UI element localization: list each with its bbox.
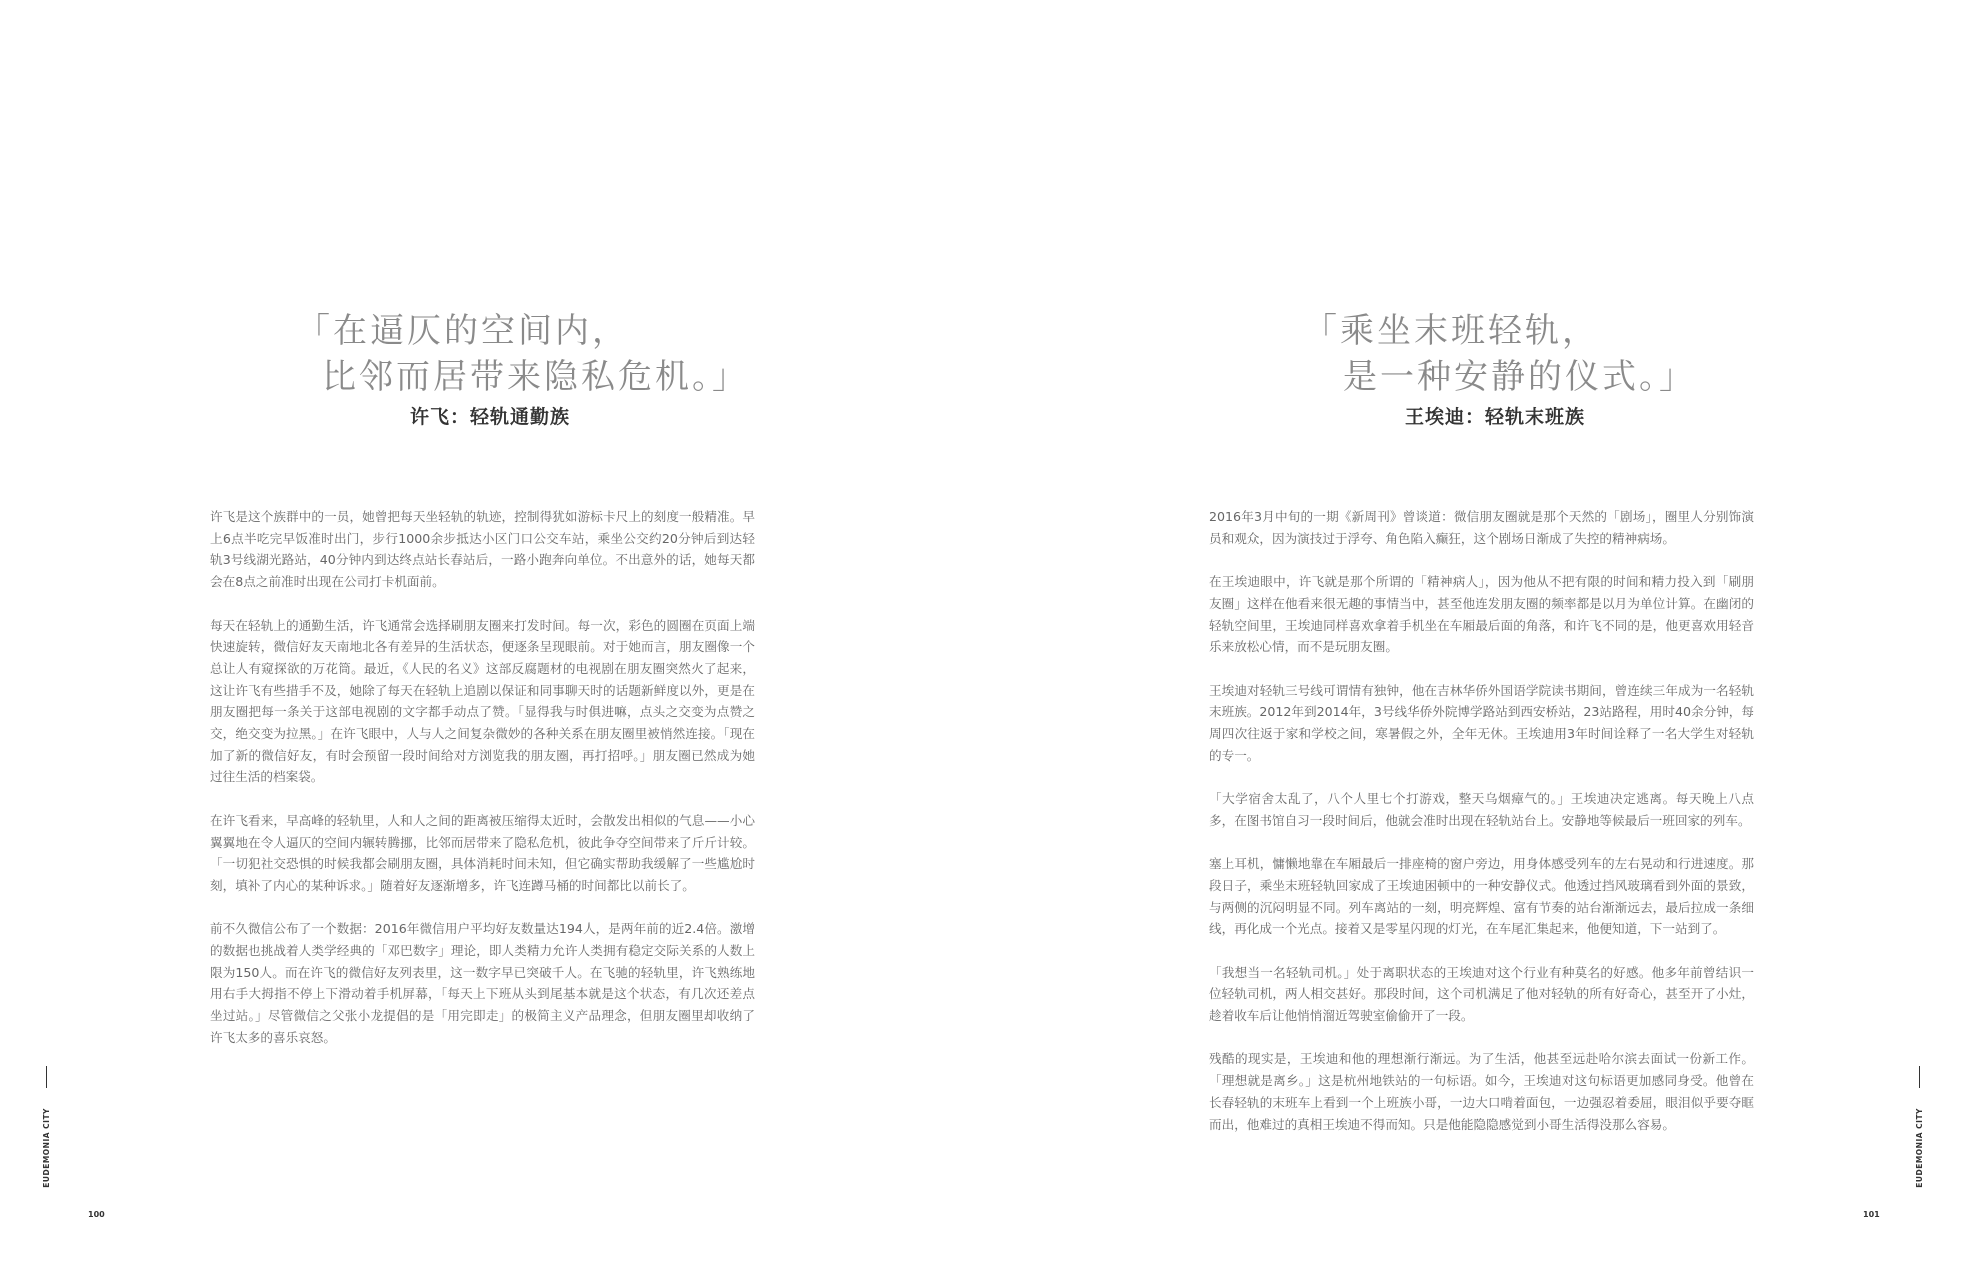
byline: 许飞：轻轨通勤族 [410, 406, 571, 428]
paragraph: 在王埃迪眼中，许飞就是那个所谓的「精神病人」，因为他从不把有限的时间和精力投入到「刷朋友圈」这样在他看来很无趣的事情当中，甚至他连发朋友圈的频率都是以月为单位计算。在幽闭的轻轨空间里，王埃迪同样喜欢拿着手机坐在车厢最后面的角落，和许飞不同的是，他更喜欢用轻音乐来放松心情，而不是玩朋友圈。 [1209, 574, 1754, 655]
paragraph: 「大学宿舍太乱了，八个人里七个打游戏，整天乌烟瘴气的。」王埃迪决定逃离。每天晚上八点多，在图书馆自习一段时间后，他就会准时出现在轻轨站台上。安静地等候最后一班回家的列车。 [1209, 791, 1754, 828]
byline: 王埃迪：轻轨末班族 [1405, 406, 1586, 428]
magazine-side-label: EUDEMONIA CITY [1915, 1108, 1924, 1188]
magazine-side-label: EUDEMONIA CITY [42, 1108, 51, 1188]
page-number: 100 [88, 1210, 105, 1219]
right-page [981, 0, 1962, 1264]
paragraph: 2016年3月中旬的一期《新周刊》曾谈道：微信朋友圈就是那个天然的「剧场」，圈里人分别饰演员和观众，因为演技过于浮夸、角色陷入癫狂，这个剧场日渐成了失控的精神病场。 [1209, 509, 1754, 546]
margin-tick-line [46, 1066, 47, 1088]
paragraph: 在许飞看来，早高峰的轻轨里，人和人之间的距离被压缩得太近时，会散发出相似的气息——小心翼翼地在令人逼仄的空间内辗转腾挪，比邻而居带来了隐私危机，彼此争夺空间带来了斤斤计较。「一切犯社交恐惧的时候我都会刷朋友圈，具体消耗时间未知，但它确实帮助我缓解了一些尴尬时刻，填补了内心的某种诉求。」随着好友逐渐增多，许飞连蹲马桶的时间都比以前长了。 [210, 812, 755, 893]
paragraph: 许飞是这个族群中的一员，她曾把每天坐轻轨的轨迹，控制得犹如游标卡尺上的刻度一般精准。早上6点半吃完早饭准时出门，步行1000余步抵达小区门口公交车站，乘坐公交约20分钟后到达轻轨3号线湖光路站，40分钟内到达终点站长春站后，一路小跑奔向单位。不出意外的话，她每天都会在8点之前准时出现在公司打卡机面前。 [210, 509, 755, 590]
paragraph: 残酷的现实是，王埃迪和他的理想渐行渐远。为了生活，他甚至远赴哈尔滨去面试一份新工作。「理想就是离乡。」这是杭州地铁站的一句标语。如今，王埃迪对这句标语更加感同身受。他曾在长春轻轨的末班车上看到一个上班族小哥，一边大口啃着面包，一边强忍着委屈，眼泪似乎要夺眶而出，他难过的真相王埃迪不得而知。只是他能隐隐感觉到小哥生活得没那么容易。 [1209, 1051, 1754, 1132]
article-body [1209, 506, 1754, 1157]
pull-quote [296, 308, 749, 400]
pull-quote-line-2: 比邻而居带来隐私危机。」 [322, 357, 749, 397]
paragraph: 塞上耳机，慵懒地靠在车厢最后一排座椅的窗户旁边，用身体感受列车的左右晃动和行进速度。那段日子，乘坐末班轻轨回家成了王埃迪困顿中的一种安静仪式。他透过挡风玻璃看到外面的景致，与两侧的沉闷明显不同。列车离站的一刻，明亮辉煌、富有节奏的站台渐渐远去，最后拉成一条细线，再化成一个光点。接着又是零星闪现的灯光，在车尾汇集起来，他便知道，下一站到了。 [1209, 856, 1754, 937]
pull-quote-line-1: 「乘坐末班轻轨， [1303, 311, 1599, 351]
pull-quote-line-2: 是一种安静的仪式。」 [1343, 357, 1696, 397]
pull-quote [1303, 308, 1696, 400]
article-body [210, 506, 755, 1070]
paragraph: 「我想当一名轻轨司机。」处于离职状态的王埃迪对这个行业有种莫名的好感。他多年前曾结识一位轻轨司机，两人相交甚好。那段时间，这个司机满足了他对轻轨的所有好奇心，甚至开了小灶，趁着收车后让他悄悄溜近驾驶室偷偷开了一段。 [1209, 964, 1754, 1024]
margin-tick-line [1919, 1066, 1920, 1088]
pull-quote-line-1: 「在逼仄的空间内， [296, 311, 629, 351]
paragraph: 前不久微信公布了一个数据：2016年微信用户平均好友数量达194人，是两年前的近2.4倍。激增的数据也挑战着人类学经典的「邓巴数字」理论，即人类精力允许人类拥有稳定交际关系的人数上限为150人。而在许飞的微信好友列表里，这一数字早已突破千人。在飞驰的轻轨里，许飞熟练地用右手大拇指不停上下滑动着手机屏幕，「每天上下班从头到尾基本就是这个状态，有几次还差点坐过站。」尽管微信之父张小龙提倡的是「用完即走」的极简主义产品理念，但朋友圈里却收纳了许飞太多的喜乐哀怒。 [210, 921, 755, 1045]
paragraph: 王埃迪对轻轨三号线可谓情有独钟，他在吉林华侨外国语学院读书期间，曾连续三年成为一名轻轨末班族。2012年到2014年，3号线华侨外院博学路站到西安桥站，23站路程，用时40余分钟，每周四次往返于家和学校之间，寒暑假之外，全年无休。王埃迪用3年时间诠释了一名大学生对轻轨的专一。 [1209, 682, 1754, 763]
page-number: 101 [1863, 1210, 1880, 1219]
paragraph: 每天在轻轨上的通勤生活，许飞通常会选择刷朋友圈来打发时间。每一次，彩色的圆圈在页面上端快速旋转，微信好友天南地北各有差异的生活状态，便逐条呈现眼前。对于她而言，朋友圈像一个总让人有窥探欲的万花筒。最近，《人民的名义》这部反腐题材的电视剧在朋友圈突然火了起来，这让许飞有些措手不及，她除了每天在轻轨上追剧以保证和同事聊天时的话题新鲜度以外，更是在朋友圈把每一条关于这部电视剧的文字都手动点了赞。「显得我与时俱进嘛，点头之交变为点赞之交，绝交变为拉黑。」在许飞眼中，人与人之间复杂微妙的各种关系在朋友圈里被悄然连接。「现在加了新的微信好友，有时会预留一段时间给对方浏览我的朋友圈，再打招呼。」朋友圈已然成为她过往生活的档案袋。 [210, 617, 755, 785]
